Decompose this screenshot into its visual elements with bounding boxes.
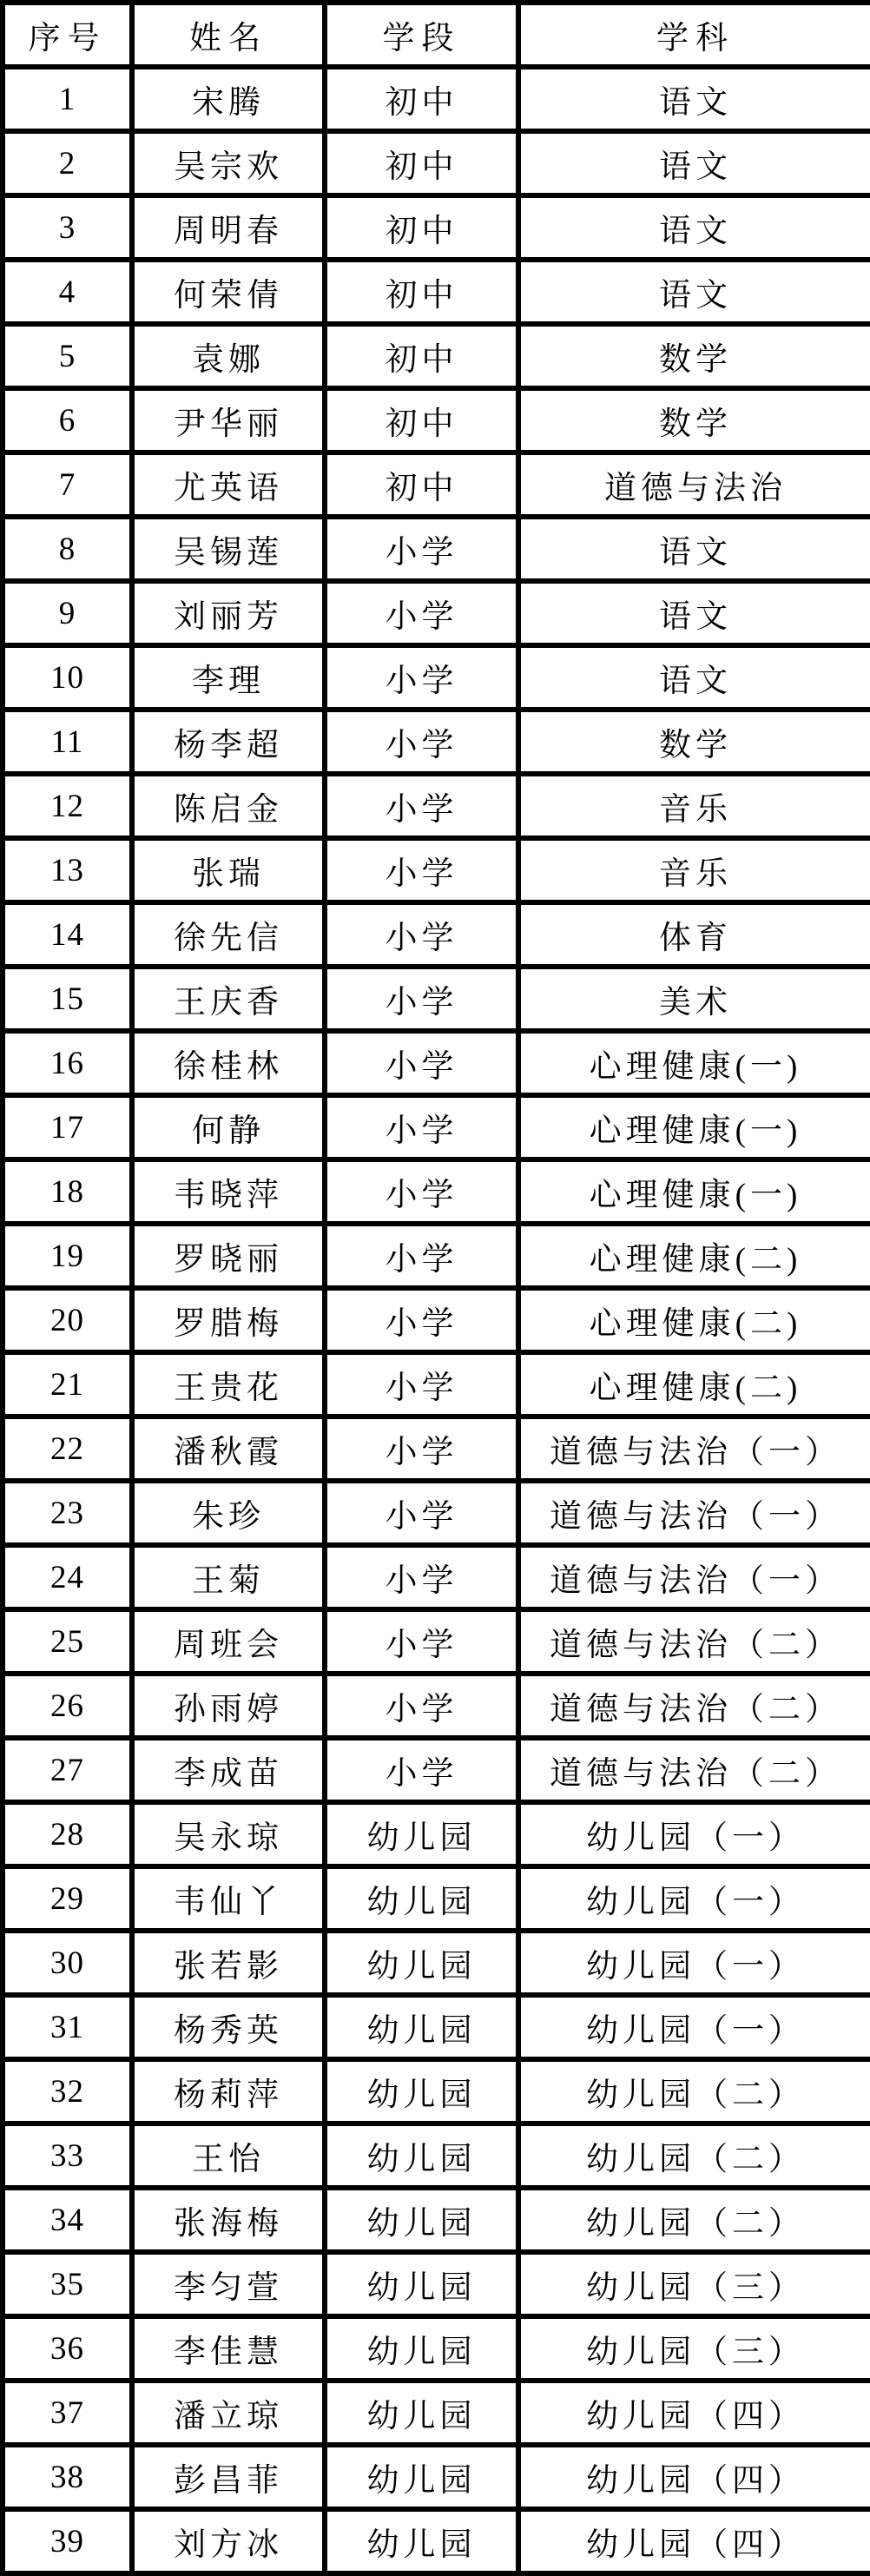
cell-subject: 幼儿园（一）: [518, 1995, 870, 2059]
cell-name: 徐桂林: [132, 1031, 325, 1095]
column-header-level: 学段: [325, 3, 518, 67]
cell-name: 杨莉萍: [132, 2059, 325, 2124]
cell-index: 26: [3, 1674, 132, 1738]
cell-name: 张若影: [132, 1931, 325, 1995]
cell-subject: 数学: [518, 710, 870, 774]
cell-name: 朱珍: [132, 1481, 325, 1545]
cell-name: 王怡: [132, 2124, 325, 2188]
table-row: [3, 260, 870, 324]
cell-level: 小学: [325, 1352, 518, 1417]
cell-level: 小学: [325, 1095, 518, 1159]
cell-subject: 幼儿园（一）: [518, 1866, 870, 1931]
cell-index: 2: [3, 131, 132, 195]
cell-index: 29: [3, 1866, 132, 1931]
table-row: [3, 710, 870, 774]
cell-index: 7: [3, 452, 132, 517]
cell-level: 小学: [325, 1417, 518, 1481]
cell-subject: 语文: [518, 581, 870, 645]
cell-subject: 语文: [518, 260, 870, 324]
table-row: [3, 1095, 870, 1159]
cell-level: 初中: [325, 452, 518, 517]
cell-level: 小学: [325, 581, 518, 645]
table-row: [3, 2445, 870, 2509]
cell-level: 初中: [325, 260, 518, 324]
table-row: [3, 195, 870, 260]
cell-level: 幼儿园: [325, 1931, 518, 1995]
cell-subject: 语文: [518, 195, 870, 260]
cell-index: 9: [3, 581, 132, 645]
cell-index: 23: [3, 1481, 132, 1545]
column-header-subject: 学科: [518, 3, 870, 67]
column-header-index: 序号: [3, 3, 132, 67]
cell-index: 19: [3, 1224, 132, 1288]
cell-index: 25: [3, 1609, 132, 1674]
cell-name: 周明春: [132, 195, 325, 260]
cell-name: 王贵花: [132, 1352, 325, 1417]
cell-index: 36: [3, 2316, 132, 2381]
cell-level: 幼儿园: [325, 2059, 518, 2124]
cell-name: 罗晓丽: [132, 1224, 325, 1288]
cell-subject: 美术: [518, 967, 870, 1031]
cell-subject: 道德与法治（二）: [518, 1609, 870, 1674]
cell-index: 20: [3, 1288, 132, 1352]
cell-index: 28: [3, 1802, 132, 1866]
table-row: [3, 1352, 870, 1417]
table-row: [3, 1995, 870, 2059]
cell-name: 袁娜: [132, 324, 325, 388]
cell-index: 27: [3, 1738, 132, 1802]
cell-level: 小学: [325, 1031, 518, 1095]
table-row: [3, 1674, 870, 1738]
table-row: [3, 67, 870, 131]
cell-subject: 幼儿园（一）: [518, 1931, 870, 1995]
cell-subject: 音乐: [518, 838, 870, 902]
table-row: [3, 1866, 870, 1931]
cell-level: 小学: [325, 1674, 518, 1738]
cell-subject: 道德与法治（二）: [518, 1738, 870, 1802]
cell-level: 初中: [325, 67, 518, 131]
cell-subject: 幼儿园（二）: [518, 2124, 870, 2188]
cell-name: 徐先信: [132, 902, 325, 967]
table-row: [3, 967, 870, 1031]
cell-index: 16: [3, 1031, 132, 1095]
cell-subject: 语文: [518, 517, 870, 581]
table-row: [3, 1417, 870, 1481]
cell-subject: 语文: [518, 645, 870, 710]
cell-subject: 音乐: [518, 774, 870, 838]
cell-level: 小学: [325, 1224, 518, 1288]
cell-level: 初中: [325, 195, 518, 260]
cell-name: 彭昌菲: [132, 2445, 325, 2509]
cell-index: 18: [3, 1159, 132, 1224]
cell-subject: 道德与法治（一）: [518, 1545, 870, 1609]
column-header-name: 姓名: [132, 3, 325, 67]
cell-index: 38: [3, 2445, 132, 2509]
table-row: [3, 2252, 870, 2316]
cell-index: 39: [3, 2509, 132, 2573]
cell-index: 17: [3, 1095, 132, 1159]
cell-index: 33: [3, 2124, 132, 2188]
header-row: [3, 3, 870, 67]
table-row: [3, 1802, 870, 1866]
cell-subject: 道德与法治（二）: [518, 1674, 870, 1738]
table-row: [3, 774, 870, 838]
cell-name: 潘立琼: [132, 2381, 325, 2445]
cell-level: 小学: [325, 967, 518, 1031]
cell-level: 小学: [325, 710, 518, 774]
cell-level: 小学: [325, 1738, 518, 1802]
cell-index: 24: [3, 1545, 132, 1609]
table-row: [3, 2509, 870, 2573]
cell-subject: 数学: [518, 388, 870, 452]
cell-index: 21: [3, 1352, 132, 1417]
cell-subject: 心理健康(一): [518, 1095, 870, 1159]
cell-index: 32: [3, 2059, 132, 2124]
cell-level: 幼儿园: [325, 2252, 518, 2316]
table-row: [3, 1481, 870, 1545]
cell-subject: 语文: [518, 67, 870, 131]
cell-level: 初中: [325, 324, 518, 388]
cell-index: 10: [3, 645, 132, 710]
cell-subject: 道德与法治（一）: [518, 1417, 870, 1481]
cell-level: 幼儿园: [325, 2381, 518, 2445]
cell-index: 31: [3, 1995, 132, 2059]
cell-name: 潘秋霞: [132, 1417, 325, 1481]
cell-level: 幼儿园: [325, 2124, 518, 2188]
cell-subject: 幼儿园（三）: [518, 2316, 870, 2381]
table-row: [3, 838, 870, 902]
cell-name: 何荣倩: [132, 260, 325, 324]
cell-subject: 心理健康(二): [518, 1224, 870, 1288]
cell-name: 杨秀英: [132, 1995, 325, 2059]
cell-subject: 道德与法治: [518, 452, 870, 517]
table-row: [3, 2381, 870, 2445]
cell-level: 小学: [325, 1545, 518, 1609]
cell-name: 李匀萱: [132, 2252, 325, 2316]
cell-name: 李理: [132, 645, 325, 710]
cell-subject: 心理健康(一): [518, 1031, 870, 1095]
cell-level: 小学: [325, 838, 518, 902]
cell-name: 陈启金: [132, 774, 325, 838]
cell-level: 幼儿园: [325, 2509, 518, 2573]
cell-index: 1: [3, 67, 132, 131]
table-row: [3, 324, 870, 388]
cell-name: 何静: [132, 1095, 325, 1159]
table-row: [3, 1159, 870, 1224]
table-row: [3, 1545, 870, 1609]
cell-level: 小学: [325, 774, 518, 838]
cell-subject: 心理健康(一): [518, 1159, 870, 1224]
cell-level: 幼儿园: [325, 1995, 518, 2059]
cell-name: 韦晓萍: [132, 1159, 325, 1224]
table-row: [3, 1738, 870, 1802]
cell-index: 22: [3, 1417, 132, 1481]
cell-name: 吴宗欢: [132, 131, 325, 195]
cell-name: 孙雨婷: [132, 1674, 325, 1738]
cell-subject: 幼儿园（二）: [518, 2059, 870, 2124]
cell-name: 宋腾: [132, 67, 325, 131]
cell-name: 吴锡莲: [132, 517, 325, 581]
cell-subject: 体育: [518, 902, 870, 967]
cell-level: 初中: [325, 131, 518, 195]
cell-subject: 语文: [518, 131, 870, 195]
table-row: [3, 1031, 870, 1095]
cell-name: 尹华丽: [132, 388, 325, 452]
table-row: [3, 2316, 870, 2381]
cell-name: 刘方冰: [132, 2509, 325, 2573]
cell-level: 幼儿园: [325, 2316, 518, 2381]
cell-level: 小学: [325, 517, 518, 581]
cell-index: 30: [3, 1931, 132, 1995]
cell-subject: 幼儿园（四）: [518, 2445, 870, 2509]
cell-name: 刘丽芳: [132, 581, 325, 645]
cell-subject: 幼儿园（四）: [518, 2509, 870, 2573]
cell-level: 小学: [325, 902, 518, 967]
cell-level: 幼儿园: [325, 2445, 518, 2509]
cell-index: 14: [3, 902, 132, 967]
table-row: [3, 902, 870, 967]
cell-subject: 道德与法治（一）: [518, 1481, 870, 1545]
cell-index: 37: [3, 2381, 132, 2445]
cell-level: 小学: [325, 645, 518, 710]
cell-index: 13: [3, 838, 132, 902]
cell-index: 4: [3, 260, 132, 324]
cell-subject: 幼儿园（四）: [518, 2381, 870, 2445]
cell-subject: 心理健康(二): [518, 1288, 870, 1352]
table-row: [3, 2124, 870, 2188]
cell-index: 6: [3, 388, 132, 452]
cell-level: 幼儿园: [325, 1866, 518, 1931]
table-row: [3, 1224, 870, 1288]
table-row: [3, 1931, 870, 1995]
table-body: [3, 67, 870, 2573]
cell-name: 罗腊梅: [132, 1288, 325, 1352]
cell-level: 幼儿园: [325, 2188, 518, 2252]
cell-index: 34: [3, 2188, 132, 2252]
cell-index: 8: [3, 517, 132, 581]
cell-index: 3: [3, 195, 132, 260]
cell-index: 5: [3, 324, 132, 388]
cell-name: 张瑞: [132, 838, 325, 902]
table-row: [3, 388, 870, 452]
cell-name: 韦仙丫: [132, 1866, 325, 1931]
cell-subject: 幼儿园（二）: [518, 2188, 870, 2252]
cell-level: 小学: [325, 1288, 518, 1352]
table-row: [3, 1288, 870, 1352]
table-row: [3, 581, 870, 645]
table-row: [3, 1609, 870, 1674]
cell-name: 王庆香: [132, 967, 325, 1031]
cell-name: 李佳慧: [132, 2316, 325, 2381]
table-row: [3, 452, 870, 517]
cell-level: 初中: [325, 388, 518, 452]
table-row: [3, 645, 870, 710]
cell-name: 周班会: [132, 1609, 325, 1674]
cell-level: 幼儿园: [325, 1802, 518, 1866]
table-row: [3, 517, 870, 581]
cell-subject: 心理健康(二): [518, 1352, 870, 1417]
cell-name: 杨李超: [132, 710, 325, 774]
table-row: [3, 2188, 870, 2252]
cell-level: 小学: [325, 1481, 518, 1545]
cell-index: 11: [3, 710, 132, 774]
cell-subject: 数学: [518, 324, 870, 388]
cell-index: 15: [3, 967, 132, 1031]
table-row: [3, 131, 870, 195]
cell-subject: 幼儿园（三）: [518, 2252, 870, 2316]
cell-name: 李成苗: [132, 1738, 325, 1802]
table-row: [3, 2059, 870, 2124]
cell-level: 小学: [325, 1609, 518, 1674]
cell-name: 尤英语: [132, 452, 325, 517]
cell-index: 35: [3, 2252, 132, 2316]
cell-name: 张海梅: [132, 2188, 325, 2252]
cell-index: 12: [3, 774, 132, 838]
cell-level: 小学: [325, 1159, 518, 1224]
cell-name: 王菊: [132, 1545, 325, 1609]
cell-name: 吴永琼: [132, 1802, 325, 1866]
cell-subject: 幼儿园（一）: [518, 1802, 870, 1866]
